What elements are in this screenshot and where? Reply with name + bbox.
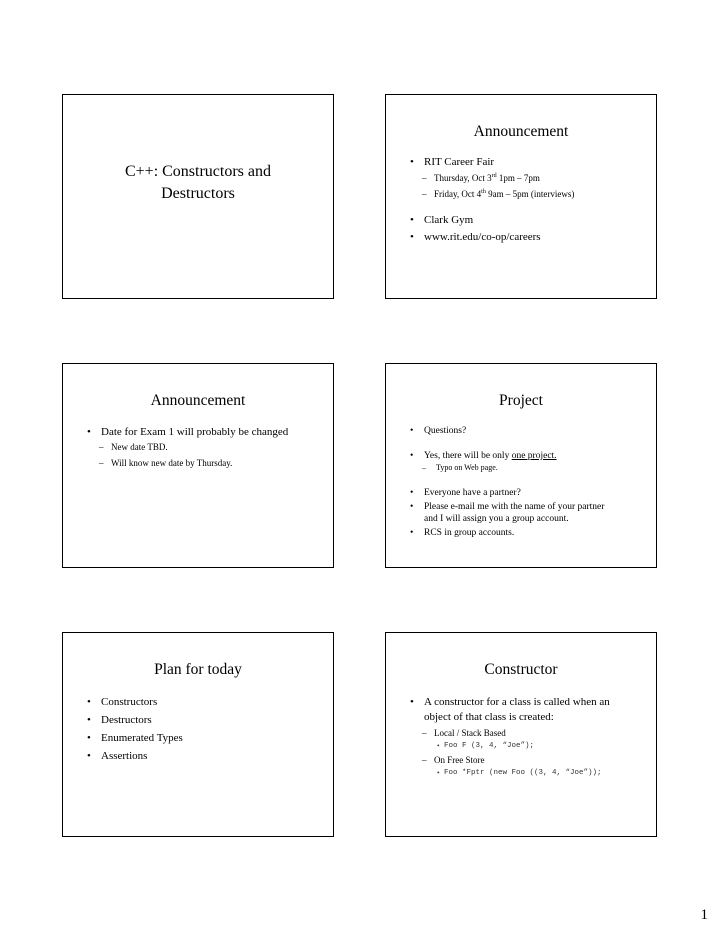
slide-6 [385,632,657,837]
bullet-item: • RIT Career Fair [410,155,646,170]
bullet-item: • Assertions [87,749,323,764]
slide-title: Constructor [484,661,558,678]
bullet-item: • Yes, there will be only one project. [410,450,646,462]
slide-2 [385,94,657,299]
slide-title: Announcement [473,123,569,140]
bullet-item: • Date for Exam 1 will probably be changed [87,425,323,440]
sub-bullet-item: – On Free Store [410,754,646,767]
sub-bullet-item: – Thursday, Oct 3rd 1pm – 7pm [410,172,646,185]
bullet-item: • Everyone have a partner? [410,487,646,499]
title-line: C++: Constructors and [124,163,272,180]
sub-bullet-item: – Friday, Oct 4th 9am – 5pm (interviews) [410,188,646,201]
bullet-item: • Questions? [410,425,646,437]
slide-5 [62,632,334,837]
bullet-item: • RCS in group accounts. [410,527,646,539]
bullet-list [410,425,646,539]
slide-4 [385,363,657,568]
slide-title [63,161,333,205]
bullet-item: • Constructors [87,695,323,710]
title-line: Destructors [161,185,235,202]
sub-bullet-item: – Local / Stack Based [410,727,646,740]
slide-title: Announcement [150,392,246,409]
page-number: 1 [700,907,708,923]
sub-bullet-item: – Will know new date by Thursday. [87,457,323,470]
sub-bullet-item: – Typo on Web page. [410,462,646,473]
bullet-item: • Enumerated Types [87,731,323,746]
bullet-item: • Clark Gym [410,213,646,228]
bullet-item: • Please e-mail me with the name of your partner and I will assign you a group account. [410,501,646,525]
bullet-list [87,695,323,764]
bullet-item: • A constructor for a class is called when an object of that class is created: [410,695,646,725]
code-example: • Foo F (3, 4, “Joe”); [410,740,646,752]
bullet-list [410,155,646,245]
slide-title: Plan for today [154,661,242,678]
bullet-item: • Destructors [87,713,323,728]
sub-bullet-item: – New date TBD. [87,441,323,454]
slide-1 [62,94,334,299]
bullet-list [410,695,646,779]
bullet-list [87,425,323,470]
code-example: • Foo *Fptr (new Foo ((3, 4, “Joe”)); [410,767,646,779]
bullet-item: • www.rit.edu/co-op/careers [410,230,646,245]
slide-title: Project [499,392,543,409]
slide-3 [62,363,334,568]
